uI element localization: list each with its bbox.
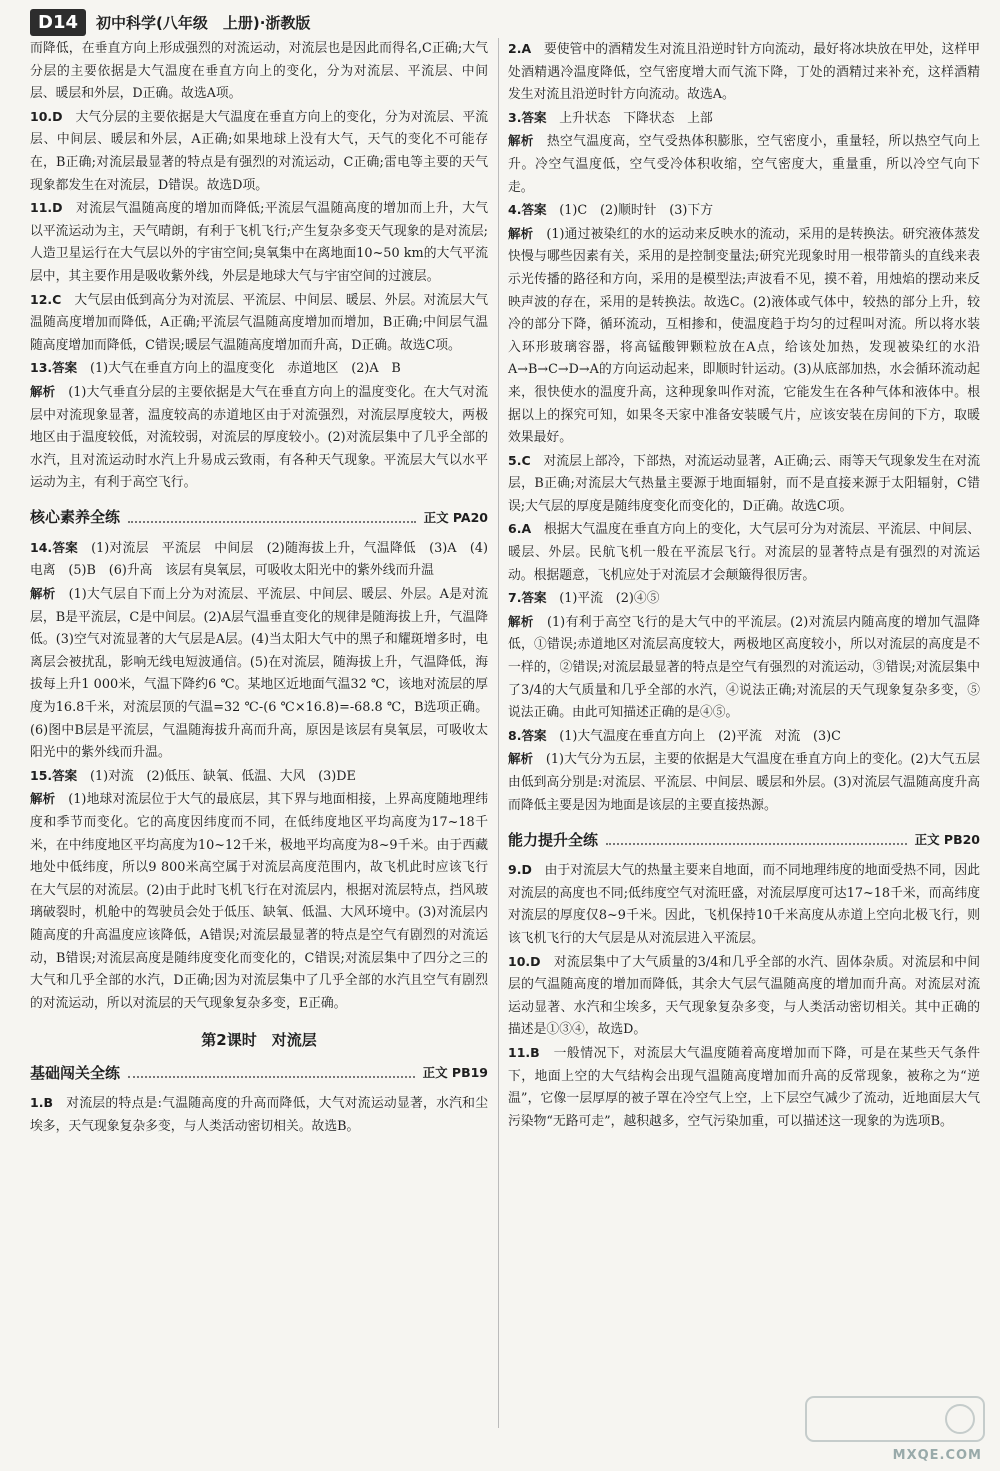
page-number-badge: D14: [30, 9, 86, 36]
answer-label: 解析: [508, 613, 534, 629]
answer-paragraph: [30, 788, 488, 1015]
answer-text: 对流层的特点是:气温随高度的升高而降低，大气对流运动显著，水汽和尘埃多，天气现象复杂多变，与人类活动密切相关。故选B。: [30, 1096, 489, 1134]
answer-paragraph: [30, 381, 488, 495]
answer-text: 要使管中的酒精发生对流且沿逆时针方向流动，最好将冰块放在甲处，这样甲处酒精遇冷温度降低，空气密度增大而气流下降，丁处的酒精过来补充，这样酒精发生对流且沿逆时针方向流动。故选A。: [508, 42, 981, 103]
answer-text: 大气分层的主要依据是大气温度在垂直方向上的变化，分为对流层、平流层、中间层、暖层和外层，A正确;如果地球上没有大气，天气的变化不可能存在，B正确;对流层最显著的特点是有强烈的对流运动，C正确;雷电等主要的天气现象都发生在对流层，D错误。故选D项。: [30, 109, 489, 193]
answer-text: 对流层上部冷，下部热，对流运动显著，A正确;云、雨等天气现象发生在对流层，B正确;对流层大气热量主要源于地面辐射，而不是直接来源于太阳辐射，C错误;大气层的厚度是随纬度变化而变化的，D正确。故选C项。: [508, 453, 980, 514]
watermark-text: MXQE.COM: [892, 1448, 982, 1463]
answer-paragraph: [508, 611, 980, 725]
answer-paragraph: [508, 107, 980, 131]
answer-label: 解析: [508, 133, 534, 149]
answer-paragraph: [508, 130, 980, 199]
lesson-title: 第2课时 对流层: [201, 1031, 317, 1050]
answer-text: (1)地球对流层位于大气的最底层，其下界与地面相接，上界高度随地理纬度和季节而变化。它的高度因纬度而不同，在低纬度地区平均高度为17~18千米，在中纬度地区平均高度为10~12千米，极地平均高度为8~9千米。由于西藏地处中低纬度，所以9 800米高空属于对流层高度范围内，故飞机此时应该飞行在大气层的对流层。(2)由于此时飞机飞行在对流层内，根据对流层特点，挡风玻璃破裂时，机舱中的驾驶员会处于低压、缺氧、低温、大风环境中。(3)对流层内随高度的升高温度应该降低，A错误;对流层最显著的特点是空气有剧烈的对流运动，B错误;对流层高度是随纬度变化而变化的，C错误;对流层集中了四分之三的大气和几乎全部的水汽，D正确;因为对流层集中了几乎全部的水汽且空气有剧烈的对流运动，所以对流层的天气现象复杂多变，E正确。: [30, 792, 488, 1011]
answer-paragraph: [508, 223, 980, 450]
section-page-ref: 正文 PA20: [423, 509, 488, 525]
section-title: 核心素养全练: [30, 508, 121, 527]
answer-label: 解析: [30, 791, 56, 807]
dotted-leader: [606, 833, 907, 845]
answer-label: 解析: [508, 225, 534, 241]
answer-label: 3.答案: [508, 109, 547, 125]
answer-paragraph: [508, 587, 980, 611]
answer-text: 热空气温度高，空气受热体积膨胀，空气密度小，重量轻，所以热空气向上升。冷空气温度低，空气受冷体积收缩，空气密度大，重量重，所以冷空气向下走。: [508, 134, 980, 195]
answer-text: (1)C (2)顺时针 (3)下方: [559, 203, 714, 219]
answer-text: 由于对流层大气的热量主要来自地面，而不同地理纬度的地面受热不同，因此对流层的高度也不同;低纬度空气对流旺盛，对流层厚度可达17~18千米，而高纬度对流层的厚度仅8~9千米。因此，飞机保持10千米高度从赤道上空向北极飞行，则该飞机飞行的大气层是从对流层进入平流层。: [508, 863, 981, 946]
answer-paragraph: [30, 38, 488, 106]
answer-text: (1)大气在垂直方向上的温度变化 赤道地区 (2)A B: [89, 361, 401, 377]
section-heading: [508, 827, 980, 851]
answer-paragraph: [30, 1092, 488, 1138]
page-header: [30, 6, 310, 38]
answer-label: 4.答案: [508, 202, 547, 218]
section-title: 基础闯关全练: [30, 1063, 121, 1082]
answer-text: (1)大气层自下而上分为对流层、平流层、中间层、暖层、外层。A是对流层，B是平流层，C是中间层。(2)A层气温垂直变化的规律是随海拔上升，气温降低。(3)空气对流显著的大气层是A层。(4)当太阳大气中的黑子和耀斑增多时，电离层会被扰乱，影响无线电短波通信。(5)在对流层，随海拔上升，气温降低，海拔每上升1 000米，气温下降约6 ℃。某地区近地面气温32 ℃，该地对流层的厚度为16.8千米，对流层顶的气温=32 ℃-(6 ℃×16.8)=-68.8 ℃，B选项正确。(6)图中B层是平流层，气温随海拔升高而升高，原因是该层有臭氧层，可吸收太阳光中的紫外线而升温。: [30, 587, 488, 761]
answer-text: (1)对流 (2)低压、缺氧、低温、大风 (3)DE: [89, 768, 356, 784]
answer-paragraph: [30, 106, 488, 197]
answer-label: 6.A: [508, 521, 532, 537]
section-page-ref: 正文 PB19: [422, 1065, 488, 1081]
answer-paragraph: [508, 951, 980, 1042]
answer-label: 5.C: [508, 452, 531, 468]
answer-label: 2.A: [508, 41, 532, 56]
answer-text: 上升状态 下降状态 上部: [559, 110, 713, 126]
answer-paragraph: [30, 289, 488, 358]
answer-label: 10.D: [30, 108, 63, 124]
answer-label: 解析: [30, 383, 56, 399]
section-title: 能力提升全练: [508, 830, 599, 849]
answer-text: 大气层由低到高分为对流层、平流层、中间层、暖层、外层。对流层大气温随高度增加而降低，A正确;平流层气温随高度增加而增加，B正确;中间层气温随高度增加而降低，C错误;暖层气温随高度增加而升高，D正确。故选C项。: [30, 292, 489, 353]
answer-paragraph: [30, 537, 488, 583]
book-title: 初中科学(八年级 上册)·浙教版: [96, 13, 311, 32]
answer-label: 9.D: [508, 862, 532, 878]
answer-paragraph: [508, 859, 980, 950]
answer-text: (1)大气温度在垂直方向上 (2)平流 对流 (3)C: [559, 728, 841, 744]
answer-text: 而降低，在垂直方向上形成强烈的对流运动，对流层也是因此而得名,C正确;大气分层的主要依据是大气温度在垂直方向上的变化，分为对流层、平流层、中间层、暖层和外层，D正确。故选A项。: [30, 41, 488, 102]
answer-text: 根据大气温度在垂直方向上的变化，大气层可分为对流层、平流层、中间层、暖层、外层。民航飞机一般在平流层飞行。对流层的显著特点是有强烈的对流运动。根据题意，飞机应处于对流层才会颠簸得很厉害。: [508, 522, 981, 583]
answer-paragraph: [508, 1042, 980, 1133]
section-heading: [30, 1060, 488, 1084]
answer-paragraph: [30, 583, 488, 765]
answer-paragraph: [508, 199, 980, 223]
answer-paragraph: [508, 38, 980, 107]
answer-label: 11.B: [508, 1044, 540, 1060]
answer-paragraph: [30, 197, 488, 288]
answer-paragraph: [508, 748, 980, 817]
answer-text: (1)平流 (2)④⑤: [559, 591, 660, 607]
answer-text: 一般情况下，对流层大气温度随着高度增加而下降，可是在某些天气条件下，地面上空的大气结构会出现气温随高度增加而升高的反常现象，被称之为“逆温”，它像一层厚厚的被子罩在冷空气上空，上下层空气减少了流动，近地面层大气污染物“无路可走”，越积越多，空气污染加重，可以描述这一现象的为选项B。: [508, 1045, 981, 1129]
answer-paragraph: [508, 725, 980, 749]
answer-label: 8.答案: [508, 727, 547, 743]
answer-text: 对流层气温随高度的增加而降低;平流层气温随高度的增加而上升，大气以平流运动为主，天气晴朗，有利于飞机飞行;产生复杂多变天气现象的是对流层;人造卫星运行在大气层以外的宇宙空间;臭氧集中在离地面10~50 km的大气平流层中，其主要作用是吸收紫外线，外层是地球大气与宇宙空间的过渡层。: [30, 201, 489, 284]
answer-label: 14.答案: [30, 539, 79, 555]
answer-label: 12.C: [30, 291, 62, 307]
right-column: [508, 38, 980, 1133]
column-divider: [498, 38, 499, 1428]
left-column: [30, 38, 488, 1139]
answer-text: (1)通过被染红的水的运动来反映水的流动，采用的是转换法。研究液体蒸发快慢与哪些因素有关，采用的是控制变量法;研究光现象时用一根带箭头的直线来表示光传播的路径和方向，采用的是模型法;声波看不见，摸不着，用烛焰的摆动来反映声波的存在，采用的是转换法。故选C。(2)液体或气体中，较热的部分上升，较冷的部分下降，循环流动，互相掺和，使温度趋于均匀的过程叫对流。所以将水装入环形玻璃容器，将高锰酸钾颗粒放在A点，给该处加热，发现被染红的水沿A→B→C→D→A的方向运动起来，即顺时针运动。(3)从底部加热，水会循环流动起来，很快使水的温度升高，这种现象叫作对流，它能发生在各种气体和液体中。根据以上的探究可知，如果冬天家中准备安装暖气片，应该安装在房间的下方，取暖效果最好。: [508, 226, 980, 446]
answer-paragraph: [508, 450, 980, 519]
answer-paragraph: [30, 357, 488, 381]
answer-text: (1)大气垂直分层的主要依据是大气在垂直方向上的温度变化。在大气对流层中对流现象显著，温度较高的赤道地区由于对流强烈，对流层厚度较大，两极地区由于温度较低，对流较弱，对流层的厚度较小。(2)对流层集中了几乎全部的水汽，且对流运动时水汽上升易成云致雨，有各种天气现象。平流层大气以水平运动为主，有利于高空飞行。: [30, 384, 488, 491]
answer-label: 1.B: [30, 1095, 53, 1111]
answer-text: (1)有利于高空飞行的是大气中的平流层。(2)对流层内随高度的增加气温降低，①错误;赤道地区对流层高度较大，两极地区高度较小，所以对流层的高度是不一样的，②错误;对流层最显著的特点是空气有强烈的对流运动，③错误;对流层集中了3/4的大气质量和几乎全部的水汽，④说法正确;对流层的天气现象复杂多变，⑤说法正确。由此可知描述正确的是④⑤。: [508, 614, 980, 721]
answer-label: 7.答案: [508, 590, 547, 606]
answer-label: 11.D: [30, 200, 63, 216]
section-heading: [30, 505, 488, 529]
answer-paragraph: [508, 518, 980, 587]
answer-label: 解析: [508, 751, 534, 767]
answer-label: 13.答案: [30, 360, 78, 376]
answer-paragraph: [30, 765, 488, 789]
dotted-leader: [128, 511, 416, 523]
answer-text: (1)对流层 平流层 中间层 (2)随海拔上升，气温降低 (3)A (4)电离 (5)B (6)升高 该层有臭氧层，可吸收太阳光中的紫外线而升温: [30, 540, 488, 579]
answer-label: 10.D: [508, 953, 541, 969]
answer-label: 15.答案: [30, 767, 78, 783]
answer-text: (1)大气分为五层，主要的依据是大气温度在垂直方向上的变化。(2)大气五层由低到高分别是:对流层、平流层、中间层、暖层和外层。(3)对流层气温随高度升高而降低主要是因为地面是该层的主要直接热源。: [508, 752, 980, 813]
section-page-ref: 正文 PB20: [914, 832, 980, 848]
answer-text: 对流层集中了大气质量的3/4和几乎全部的水汽、固体杂质。对流层和中间层的气温随高度的增加而降低，其余大气层气温随高度的增加而升高。对流层对流运动显著、水汽和尘埃多，天气现象复杂多变，与人类活动密切相关。其中正确的描述是①③④，故选D。: [508, 954, 980, 1038]
answer-label: 解析: [30, 586, 56, 602]
dotted-leader: [128, 1066, 415, 1078]
